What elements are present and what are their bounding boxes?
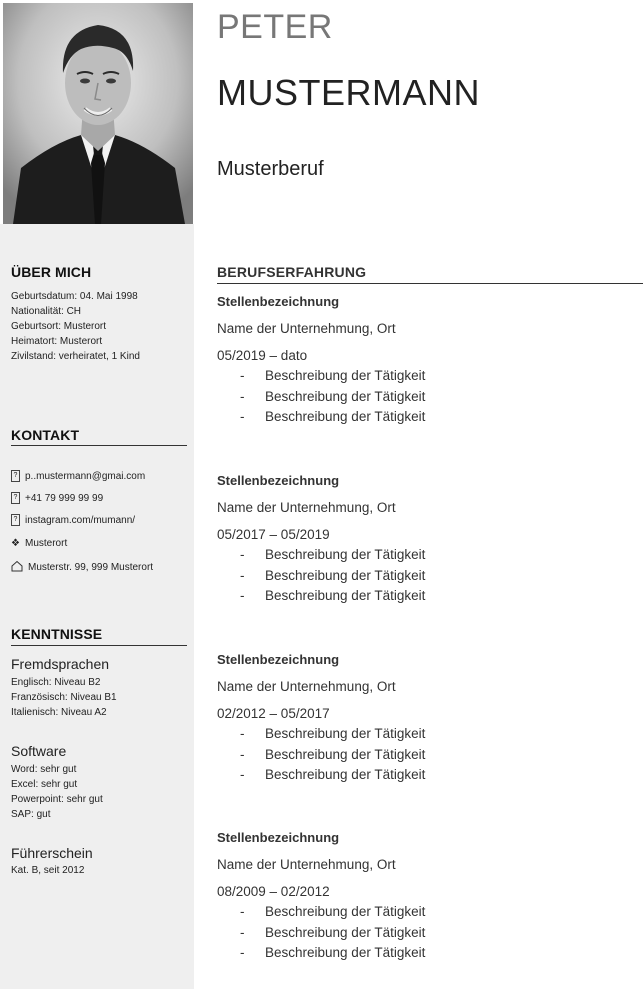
- about-heading: ÜBER MICH: [11, 264, 92, 280]
- task-text: Beschreibung der Tätigkeit: [265, 547, 426, 562]
- task-item: - Beschreibung der Tätigkeit: [240, 547, 426, 562]
- job-entry-title: Stellenbezeichnung: [217, 652, 340, 667]
- job-entry-title: Stellenbezeichnung: [217, 294, 340, 309]
- skills-divider: [11, 645, 187, 646]
- experience-divider: [217, 283, 643, 284]
- language-item: Französisch: Niveau B1: [11, 692, 117, 703]
- home-icon: [11, 560, 23, 575]
- about-line: Zivilstand: verheiratet, 1 Kind: [11, 351, 140, 362]
- task-item: - Beschreibung der Tätigkeit: [240, 904, 426, 919]
- task-text: Beschreibung der Tätigkeit: [265, 746, 426, 762]
- last-name: MUSTERMANN: [217, 72, 480, 113]
- task-text: Beschreibung der Tätigkeit: [265, 368, 426, 383]
- job-entry-dates: 05/2019 – dato: [217, 348, 308, 363]
- task-text: Beschreibung der Tätigkeit: [265, 567, 426, 583]
- about-line: Heimatort: Musterort: [11, 336, 103, 347]
- task-list: [217, 545, 425, 607]
- license-item: Kat. B, seit 2012: [11, 865, 85, 876]
- skills-heading: KENNTNISSE: [11, 626, 103, 642]
- contact-phone[interactable]: [11, 492, 103, 504]
- contact-phone-text: +41 79 999 99 99: [25, 492, 104, 504]
- task-item: - Beschreibung der Tätigkeit: [240, 368, 426, 383]
- email-icon: ?: [11, 470, 20, 482]
- task-item: - Beschreibung der Tätigkeit: [240, 726, 426, 741]
- task-text: Beschreibung der Tätigkeit: [265, 904, 426, 919]
- contact-location: [11, 538, 67, 549]
- location-icon: ❖: [11, 538, 20, 549]
- job-entry-company: Name der Unternehmung, Ort: [217, 857, 396, 872]
- software-item: SAP: gut: [11, 809, 51, 820]
- task-text: Beschreibung der Tätigkeit: [265, 388, 426, 404]
- task-text: Beschreibung der Tätigkeit: [265, 924, 426, 940]
- experience-heading: BERUFSERFAHRUNG: [217, 264, 367, 280]
- about-line: Geburtsort: Musterort: [11, 321, 107, 332]
- job-entry-title: Stellenbezeichnung: [217, 473, 340, 488]
- task-item: - Beschreibung der Tätigkeit: [240, 924, 426, 940]
- software-item: Excel: sehr gut: [11, 779, 78, 790]
- job-entry-dates: 08/2009 – 02/2012: [217, 884, 330, 899]
- contact-instagram-text: instagram.com/mumann/: [25, 514, 136, 526]
- task-item: - Beschreibung der Tätigkeit: [240, 746, 426, 762]
- job-entry-dates: 02/2012 – 05/2017: [217, 706, 330, 721]
- job-entry-dates: 05/2017 – 05/2019: [217, 527, 330, 542]
- task-item: - Beschreibung der Tätigkeit: [240, 409, 426, 425]
- language-item: Italienisch: Niveau A2: [11, 707, 107, 718]
- contact-location-text: Musterort: [25, 538, 68, 549]
- task-item: - Beschreibung der Tätigkeit: [240, 388, 426, 404]
- contact-heading: KONTAKT: [11, 427, 80, 443]
- job-entry-company: Name der Unternehmung, Ort: [217, 500, 396, 515]
- job-entry-company: Name der Unternehmung, Ort: [217, 679, 396, 694]
- contact-email[interactable]: [11, 470, 145, 482]
- phone-icon: ?: [11, 492, 20, 504]
- task-item: - Beschreibung der Tätigkeit: [240, 767, 426, 783]
- task-list: [217, 724, 425, 786]
- contact-instagram[interactable]: [11, 514, 135, 526]
- task-item: - Beschreibung der Tätigkeit: [240, 945, 426, 961]
- contact-address-text: Musterstr. 99, 999 Musterort: [28, 562, 154, 573]
- task-text: Beschreibung der Tätigkeit: [265, 409, 426, 425]
- task-item: - Beschreibung der Tätigkeit: [240, 567, 426, 583]
- task-item: - Beschreibung der Tätigkeit: [240, 588, 426, 604]
- contact-email-text: p..mustermann@gmai.com: [25, 470, 146, 482]
- task-text: Beschreibung der Tätigkeit: [265, 945, 426, 961]
- license-title: Führerschein: [11, 845, 93, 861]
- task-text: Beschreibung der Tätigkeit: [265, 767, 426, 783]
- languages-title: Fremdsprachen: [11, 656, 110, 672]
- job-title: Musterberuf: [217, 158, 324, 180]
- about-line: Geburtsdatum: 04. Mai 1998: [11, 291, 138, 302]
- language-item: Englisch: Niveau B2: [11, 677, 101, 688]
- software-item: Word: sehr gut: [11, 764, 77, 775]
- software-title: Software: [11, 743, 67, 759]
- contact-address: [11, 560, 153, 575]
- instagram-icon: ?: [11, 514, 20, 526]
- job-entry-title: Stellenbezeichnung: [217, 830, 340, 845]
- profile-photo: [3, 3, 193, 224]
- about-line: Nationalität: CH: [11, 306, 82, 317]
- software-item: Powerpoint: sehr gut: [11, 794, 103, 805]
- contact-divider: [11, 445, 187, 446]
- portrait-image: [3, 3, 193, 224]
- task-text: Beschreibung der Tätigkeit: [265, 726, 426, 741]
- task-list: [217, 902, 425, 964]
- task-text: Beschreibung der Tätigkeit: [265, 588, 426, 604]
- job-entry-company: Name der Unternehmung, Ort: [217, 321, 396, 336]
- task-list: [217, 366, 425, 428]
- first-name: PETER: [217, 8, 333, 46]
